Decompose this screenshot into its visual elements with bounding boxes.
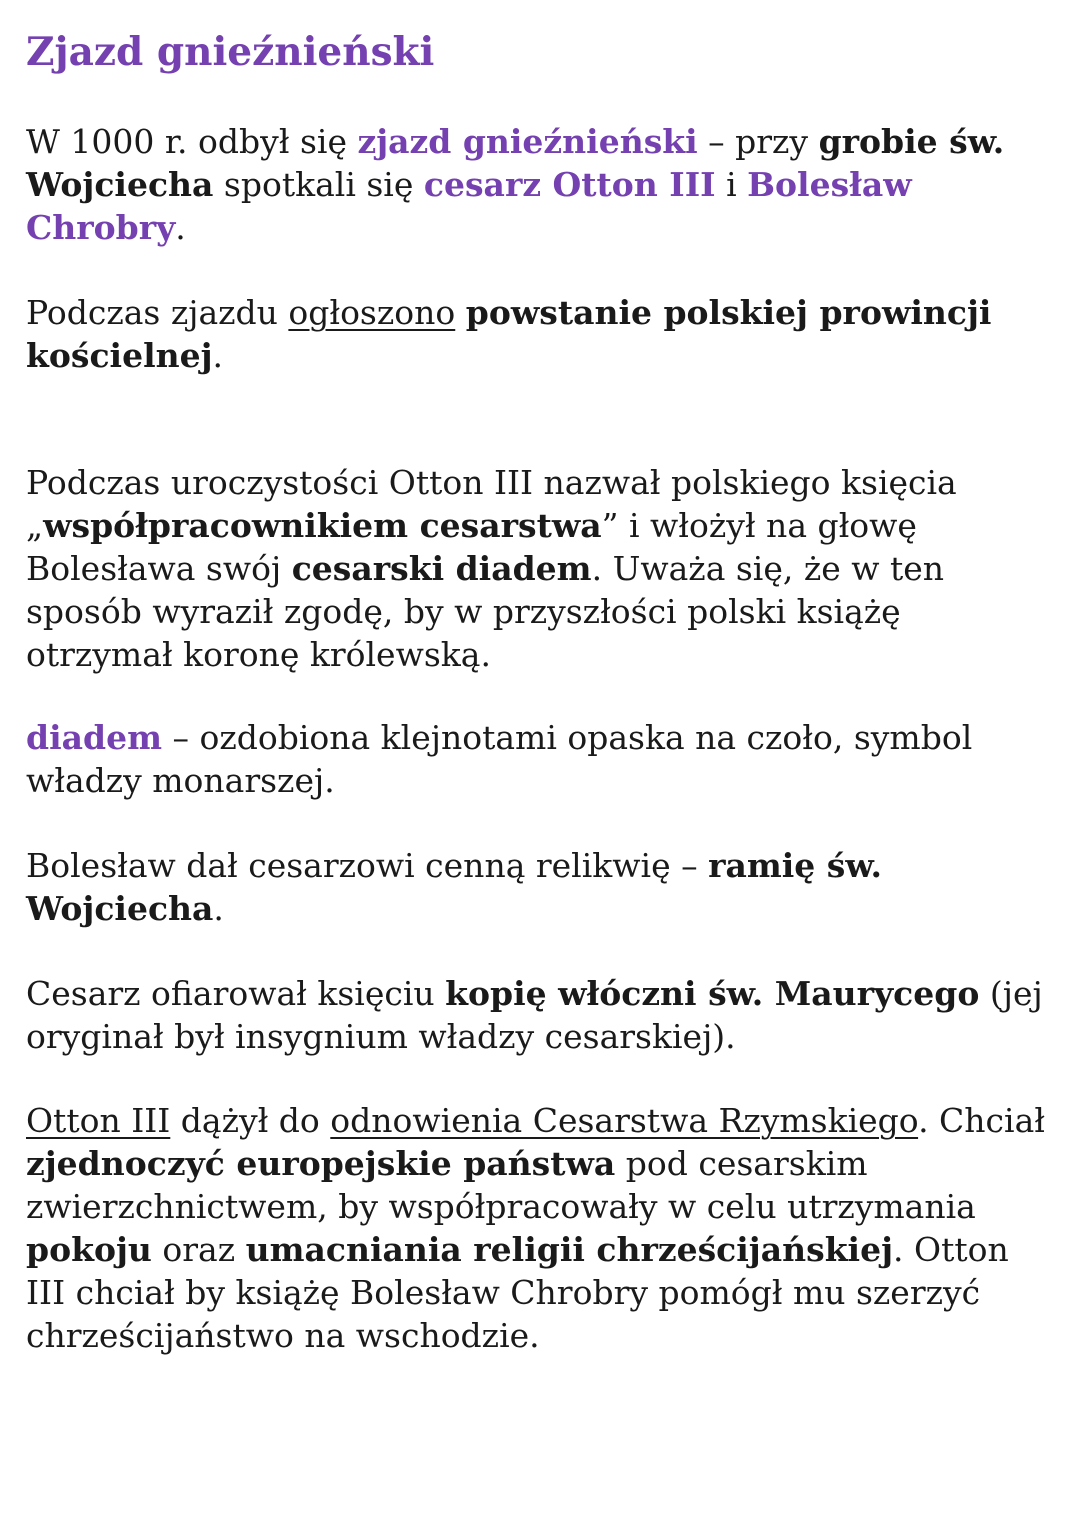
- text-run: (jej oryginał był insygnium władzy cesarskiej).: [26, 974, 1043, 1056]
- text-run: .: [212, 336, 224, 375]
- term-boleslaw-chrobry: Bolesław Chrobry: [26, 165, 912, 247]
- paragraph-uroczystosc: [26, 461, 1056, 676]
- paragraph-definition-diadem: [26, 716, 1056, 802]
- underlined-odnowienie-cesarstwa: odnowienia Cesarstwa Rzymskiego: [330, 1101, 919, 1140]
- text-run: Podczas uroczystości Otton III nazwał polskiego księcia „: [26, 463, 957, 545]
- paragraph-otton-plany: [26, 1099, 1056, 1357]
- term-zjazd-gnieznienski: zjazd gnieźnieński: [357, 122, 698, 161]
- text-run: oraz: [151, 1230, 246, 1269]
- text-run: . Otton III chciał by książę Bolesław Chrobry pomógł mu szerzyć chrześcijaństwo na wschodzie.: [26, 1230, 1009, 1355]
- term-zjednoczyc-panstwa: zjednoczyć europejskie państwa: [26, 1144, 616, 1183]
- paragraph-wlocznia: [26, 972, 1056, 1058]
- term-wspolpracownik: współpracownikiem cesarstwa: [43, 506, 602, 545]
- text-run: Cesarz ofiarował księciu: [26, 974, 446, 1013]
- term-cesarski-diadem: cesarski diadem: [291, 549, 592, 588]
- underlined-ogloszono: ogłoszono: [288, 293, 456, 332]
- text-run: .: [213, 889, 224, 928]
- text-run: spotkali się: [213, 165, 424, 204]
- text-run: [455, 293, 466, 332]
- term-wlocznia-maurycego: kopię włóczni św. Maurycego: [445, 974, 980, 1013]
- term-ramie-sw-wojciecha: ramię św. Wojciecha: [26, 846, 882, 928]
- term-religia-chrzescijanska: umacniania religii chrześcijańskiej: [245, 1230, 894, 1269]
- text-run: – ozdobiona klejnotami opaska na czoło, symbol władzy monarszej.: [26, 718, 973, 800]
- term-cesarz-otton: cesarz Otton III: [423, 165, 716, 204]
- text-run: Podczas zjazdu: [26, 293, 289, 332]
- term-diadem: diadem: [26, 718, 162, 757]
- text-run: . Uważa się, że w ten sposób wyraził zgodę, by w przyszłości polski książę otrzymał koronę królewską.: [26, 549, 945, 674]
- text-run: ” i włożył na głowę Bolesława swój: [26, 506, 917, 588]
- term-prowincja-koscielna: powstanie polskiej prowincji kościelnej: [26, 293, 992, 375]
- page-title: Zjazd gnieźnieński: [26, 29, 435, 75]
- text-run: . Chciał: [918, 1101, 1045, 1140]
- text-run: W 1000 r. odbył się: [26, 122, 358, 161]
- text-run: .: [175, 208, 186, 247]
- paragraph-zjazd-intro: [26, 120, 1056, 249]
- text-run: pod cesarskim zwierzchnictwem, by współpracowały w celu utrzymania: [26, 1144, 976, 1226]
- underlined-otton-iii: Otton III: [26, 1101, 171, 1140]
- text-run: dążył do: [170, 1101, 331, 1140]
- term-grob-sw-wojciecha: grobie św. Wojciecha: [26, 122, 1005, 204]
- text-run: Bolesław dał cesarzowi cenną relikwię –: [26, 846, 709, 885]
- paragraph-prowincja: [26, 291, 1056, 377]
- text-run: – przy: [697, 122, 819, 161]
- paragraph-relikwia: [26, 844, 1056, 930]
- text-run: i: [715, 165, 748, 204]
- term-pokoj: pokoju: [26, 1230, 152, 1269]
